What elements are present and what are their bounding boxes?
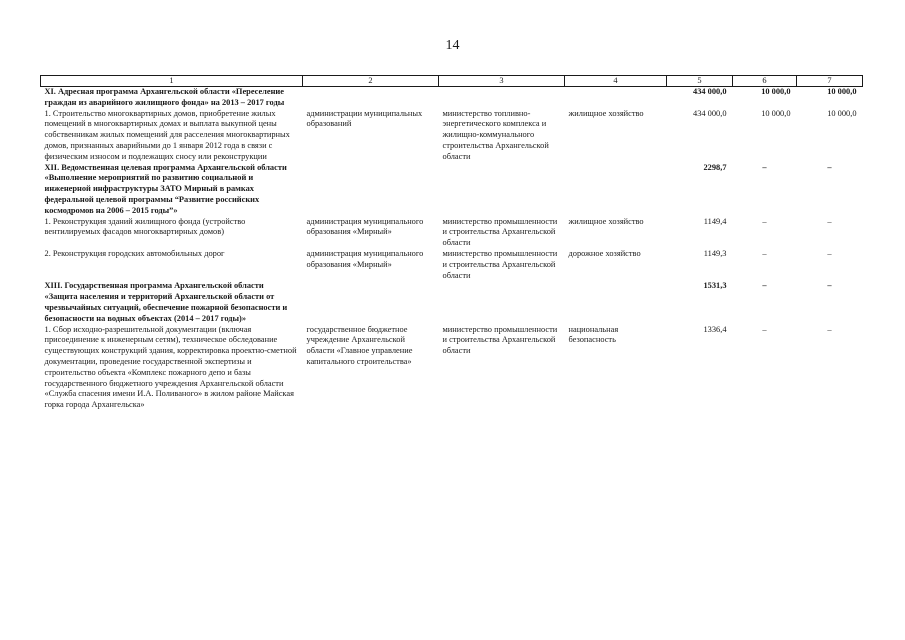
customer-cell: [439, 281, 565, 324]
amount-cell: 2298,7: [703, 162, 727, 172]
amount-cell: –: [827, 216, 832, 226]
program-title: XII. Ведомственная целевая программа Архангельской области «Выполнение мероприятий по развитию социальной и инженерной инфраструктуры ЗАТО Мирный в рамках федеральной целевой программы “Развитие российских космодромов на 2006 – 2015 годы”»: [44, 162, 287, 215]
sector-cell: [565, 87, 667, 109]
page-number: 14: [445, 38, 460, 53]
program-title: XIII. Государственная программа Архангельской области «Защита населения и территорий Архангельской области от чрезвычайных ситуаций, обеспечение пожарной безопасности и безопасности на водных объектах (2014 – 2017 годы)»: [44, 281, 288, 323]
executor-cell: государственное бюджетное учреждение Архангельской области «Главное управление капитального строительства»: [306, 324, 413, 366]
executor-cell: администрация муниципального образования «Мирный»: [306, 216, 424, 237]
amount-cell: –: [762, 324, 767, 334]
program-title: XI. Адресная программа Архангельской области «Переселение граждан из аварийного жилищного фонда» на 2013 – 2017 годы: [44, 87, 285, 107]
amount-cell: 1149,4: [703, 216, 727, 226]
amount-cell: –: [827, 324, 832, 334]
amount-cell: –: [827, 248, 832, 258]
item-row: [41, 217, 863, 249]
sector-cell: дорожное хозяйство: [568, 248, 641, 258]
amount-cell: 10 000,0: [761, 87, 791, 96]
customer-cell: министерство промышленности и строительства Архангельской области: [442, 324, 558, 356]
column-header: 2: [303, 76, 439, 87]
executor-cell: администрации муниципальных образований: [306, 108, 423, 129]
amount-cell: 10 000,0: [827, 87, 857, 96]
amount-cell: –: [827, 162, 832, 172]
item-row: [41, 325, 863, 411]
executor-cell: администрация муниципального образования «Мирный»: [306, 248, 424, 269]
customer-cell: министерство промышленности и строительства Архангельской области: [442, 248, 558, 280]
sector-cell: [565, 281, 667, 324]
amount-cell: –: [762, 216, 767, 226]
amount-cell: 10 000,0: [761, 108, 791, 118]
customer-cell: министерство промышленности и строительства Архангельской области: [442, 216, 558, 248]
section-row: [41, 281, 863, 324]
column-header: 7: [797, 76, 863, 87]
amount-cell: 434 000,0: [693, 108, 727, 118]
item-row: [41, 109, 863, 163]
item-description: 1. Сбор исходно-разрешительной документации (включая присоединение к инженерным сетям), техническое обследование существующих конструкций здания, корректировка проектно-сметной документации, проведение государственной экспертизы и строительство объекта «Комплекс пожарного депо и базы государственного бюджетного учреждения Архангельской области «Служба спасения имени И.А. Поливаного» в жилом районе Майская горка города Архангельска»: [44, 324, 297, 410]
amount-cell: 1531,3: [703, 281, 727, 291]
sector-cell: жилищное хозяйство: [568, 108, 644, 118]
amount-cell: –: [762, 248, 767, 258]
amount-cell: 10 000,0: [827, 108, 857, 118]
sector-cell: жилищное хозяйство: [568, 216, 644, 226]
amount-cell: 1149,3: [703, 248, 727, 258]
column-header: 1: [41, 76, 303, 87]
executor-cell: [303, 87, 439, 109]
header-row: [41, 76, 863, 87]
item-description: 1. Строительство многоквартирных домов, приобретение жилых помещений в многоквартирных домах и выплата выкупной цены собственникам жилых помещений для расселения многоквартирных домов, признанных аварийными до 1 января 2012 года в связи с физическим износом и подлежащих сносу или реконструкции: [44, 108, 290, 161]
executor-cell: [303, 281, 439, 324]
column-header: 6: [733, 76, 797, 87]
section-row: [41, 87, 863, 109]
amount-cell: –: [827, 281, 832, 291]
column-header: 4: [565, 76, 667, 87]
item-description: 2. Реконструкция городских автомобильных дорог: [44, 248, 225, 258]
item-row: [41, 249, 863, 281]
amount-cell: 434 000,0: [693, 87, 727, 96]
customer-cell: министерство топливно-энергетического комплекса и жилищно-коммунального строительства Архангельской области: [442, 108, 549, 161]
table-body: [41, 87, 863, 411]
column-header: 5: [667, 76, 733, 87]
amount-cell: 1336,4: [703, 324, 727, 334]
table-header: [41, 76, 863, 87]
customer-cell: [439, 87, 565, 109]
amount-cell: –: [762, 162, 767, 172]
executor-cell: [303, 163, 439, 217]
amount-cell: –: [762, 281, 767, 291]
sector-cell: национальная безопасность: [568, 324, 619, 345]
item-description: 1. Реконструкция зданий жилищного фонда (устройство вентилируемых фасадов многоквартирных домов): [44, 216, 246, 237]
column-header: 3: [439, 76, 565, 87]
customer-cell: [439, 163, 565, 217]
section-row: [41, 163, 863, 217]
budget-table: [40, 75, 863, 411]
sector-cell: [565, 163, 667, 217]
